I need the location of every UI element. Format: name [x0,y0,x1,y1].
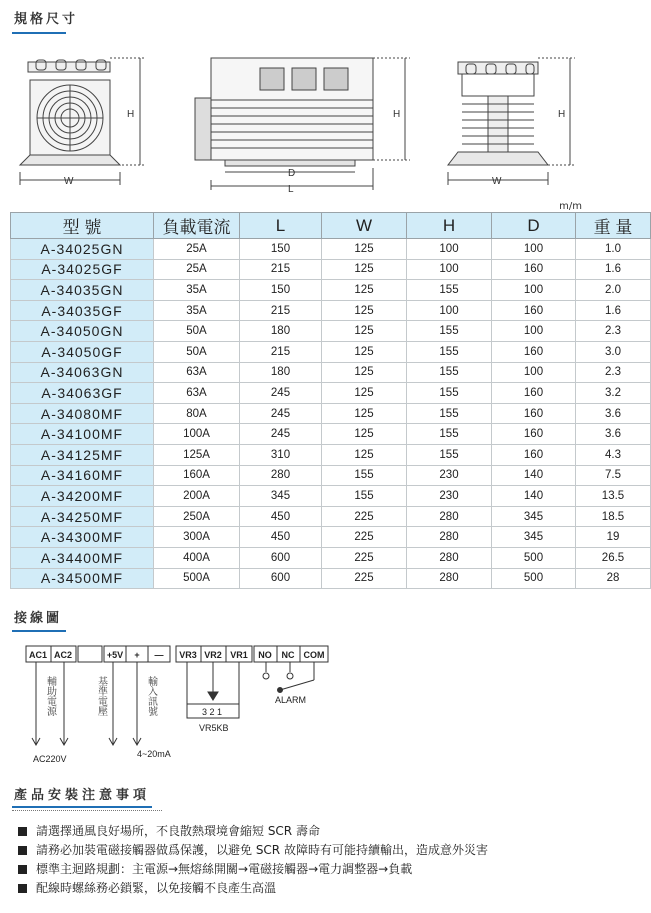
front-height-label: H [127,109,135,120]
terminal-vr2: VR2 [204,650,222,660]
table-cell: 125 [322,280,407,301]
table-cell: 125 [322,362,407,383]
table-cell: 100 [492,321,576,342]
table-cell: 280 [240,465,322,486]
ref-voltage-label: 基準電壓 [95,676,107,716]
table-header-row [11,213,651,239]
table-cell: 125 [322,341,407,362]
model-cell: A-34035GF [11,300,154,321]
table-cell: 2.0 [576,280,651,301]
table-cell: 160 [492,259,576,280]
table-cell: 280 [407,547,492,568]
table-cell: 155 [407,403,492,424]
table-cell: 180 [240,321,322,342]
terminal-com: COM [303,650,325,660]
table-row [11,383,651,404]
list-item [18,822,488,841]
pot-model-label: VR5KB [199,723,229,733]
table-cell: 63A [154,383,240,404]
model-cell: A-34300MF [11,527,154,548]
table-cell: 100 [492,239,576,260]
table-cell: 310 [240,444,322,465]
side-length-label: L [288,184,294,195]
table-cell: 345 [492,527,576,548]
table-cell: 500 [492,547,576,568]
dimensions-title-underline [12,32,66,34]
terminal-vr3: VR3 [179,650,197,660]
table-cell: 450 [240,506,322,527]
table-row [11,444,651,465]
notes-title-underline [12,806,152,808]
model-cell: A-34160MF [11,465,154,486]
table-cell: 155 [322,486,407,507]
table-cell: 26.5 [576,547,651,568]
model-cell: A-34250MF [11,506,154,527]
model-cell: A-34125MF [11,444,154,465]
square-bullet-icon [18,865,27,874]
installation-notes [18,822,488,898]
table-cell: 150 [240,280,322,301]
table-cell: 50A [154,321,240,342]
header-model: 型 號 [11,213,154,239]
table-cell: 3.0 [576,341,651,362]
square-bullet-icon [18,884,27,893]
table-cell: 215 [240,300,322,321]
model-cell: A-34035GN [11,280,154,301]
table-cell: 50A [154,341,240,362]
table-cell: 100A [154,424,240,445]
table-row [11,362,651,383]
model-cell: A-34400MF [11,547,154,568]
terminal-plus5v: +5V [106,650,124,660]
side-view-drawing [195,58,410,190]
end-width-label: W [492,176,502,187]
terminal-ac2: AC2 [53,650,73,660]
table-cell: 160 [492,444,576,465]
list-item [18,860,488,879]
table-cell: 600 [240,547,322,568]
table-cell: 245 [240,383,322,404]
table-cell: 180 [240,362,322,383]
list-item [18,879,488,898]
table-cell: 155 [407,341,492,362]
terminal-ac1: AC1 [28,650,48,660]
ac220v-label: AC220V [33,754,67,764]
table-cell: 155 [407,383,492,404]
table-cell: 125 [322,403,407,424]
list-item [18,841,488,860]
model-cell: A-34050GF [11,341,154,362]
table-cell: 500A [154,568,240,589]
table-cell: 100 [492,280,576,301]
header-w: W [322,213,407,239]
table-row [11,341,651,362]
table-cell: 500 [492,568,576,589]
square-bullet-icon [18,827,27,836]
header-weight: 重 量 [576,213,651,239]
table-cell: 280 [407,568,492,589]
square-bullet-icon [18,846,27,855]
model-cell: A-34080MF [11,403,154,424]
terminal-minus: — [154,650,164,660]
table-cell: 230 [407,486,492,507]
table-cell: 230 [407,465,492,486]
wiring-diagram [0,640,610,770]
table-cell: 160A [154,465,240,486]
table-cell: 225 [322,568,407,589]
table-cell: 450 [240,527,322,548]
table-row [11,239,651,260]
table-cell: 300A [154,527,240,548]
note-text: 請選擇通風良好場所，不良散熱環境會縮短 SCR 壽命 [36,824,320,838]
table-cell: 125 [322,383,407,404]
table-cell: 3.6 [576,424,651,445]
table-cell: 600 [240,568,322,589]
table-row [11,568,651,589]
table-cell: 1.6 [576,300,651,321]
wiring-title: 接線圖 [14,611,63,626]
table-cell: 80A [154,403,240,424]
table-row [11,465,651,486]
table-cell: 3.6 [576,403,651,424]
header-l: L [240,213,322,239]
table-cell: 100 [407,259,492,280]
table-cell: 160 [492,383,576,404]
note-text: 配線時螺絲務必鎖緊，以免接觸不良產生高溫 [36,881,277,895]
table-cell: 225 [322,506,407,527]
table-cell: 63A [154,362,240,383]
table-cell: 2.3 [576,321,651,342]
front-width-label: W [64,176,74,187]
model-cell: A-34063GN [11,362,154,383]
table-cell: 160 [492,341,576,362]
table-row [11,547,651,568]
table-cell: 3.2 [576,383,651,404]
end-height-label: H [558,109,566,120]
aux-power-label: 輔助電源 [44,676,56,716]
table-cell: 250A [154,506,240,527]
table-cell: 155 [407,280,492,301]
table-cell: 125 [322,321,407,342]
table-cell: 25A [154,239,240,260]
table-cell: 160 [492,300,576,321]
table-cell: 155 [407,444,492,465]
header-d: D [492,213,576,239]
table-cell: 100 [492,362,576,383]
table-cell: 215 [240,259,322,280]
table-cell: 4.3 [576,444,651,465]
input-signal-label: 輸入訊號 [145,676,157,716]
table-cell: 155 [407,362,492,383]
model-cell: A-34100MF [11,424,154,445]
table-cell: 100 [407,300,492,321]
table-cell: 280 [407,506,492,527]
table-cell: 7.5 [576,465,651,486]
table-cell: 1.0 [576,239,651,260]
table-cell: 225 [322,547,407,568]
table-row [11,527,651,548]
table-row [11,321,651,342]
table-cell: 155 [322,465,407,486]
table-cell: 140 [492,465,576,486]
table-row [11,403,651,424]
model-cell: A-34500MF [11,568,154,589]
terminal-vr1: VR1 [230,650,248,660]
table-cell: 225 [322,527,407,548]
dimensions-title: 規格尺寸 [14,12,79,27]
note-text: 請務必加裝電磁接觸器做爲保護，以避免 SCR 故障時有可能持續輸出，造成意外災害 [36,843,488,857]
wiring-title-underline [12,630,66,632]
model-cell: A-34025GF [11,259,154,280]
table-cell: 1.6 [576,259,651,280]
table-cell: 345 [240,486,322,507]
table-cell: 13.5 [576,486,651,507]
header-load-current: 負載電流 [154,213,240,239]
table-cell: 18.5 [576,506,651,527]
table-cell: 125 [322,300,407,321]
pot-pins-label: 3 2 1 [202,707,223,717]
header-h: H [407,213,492,239]
table-cell: 280 [407,527,492,548]
notes-title-dots [12,810,162,811]
note-text: 標準主迴路規劃：主電源→無熔絲開關→電磁接觸器→電力調整器→負載 [36,862,413,876]
table-row [11,486,651,507]
table-cell: 25A [154,259,240,280]
table-cell: 35A [154,300,240,321]
table-row [11,506,651,527]
table-cell: 245 [240,403,322,424]
model-cell: A-34063GF [11,383,154,404]
table-cell: 160 [492,403,576,424]
table-row [11,259,651,280]
terminal-plus: + [134,650,140,660]
side-depth-label: D [288,168,296,179]
table-cell: 150 [240,239,322,260]
table-cell: 245 [240,424,322,445]
unit-label: m/m [559,201,582,212]
table-cell: 100 [407,239,492,260]
terminal-nc: NC [281,650,295,660]
front-view-drawing [20,58,145,185]
terminal-no: NO [258,650,272,660]
current-range-label: 4~20mA [137,749,171,759]
table-cell: 155 [407,424,492,445]
table-cell: 19 [576,527,651,548]
table-cell: 160 [492,424,576,445]
table-cell: 140 [492,486,576,507]
table-cell: 125 [322,259,407,280]
end-view-drawing [448,58,575,185]
table-cell: 2.3 [576,362,651,383]
model-cell: A-34200MF [11,486,154,507]
model-cell: A-34025GN [11,239,154,260]
dimension-drawings [0,50,610,200]
table-cell: 400A [154,547,240,568]
alarm-label: ALARM [275,695,307,705]
table-cell: 155 [407,321,492,342]
table-row [11,280,651,301]
table-cell: 125 [322,239,407,260]
side-height-label: H [393,109,401,120]
table-cell: 200A [154,486,240,507]
table-cell: 125A [154,444,240,465]
notes-title: 產品安裝注意事項 [14,788,151,803]
model-cell: A-34050GN [11,321,154,342]
table-row [11,424,651,445]
table-cell: 125 [322,424,407,445]
table-cell: 125 [322,444,407,465]
table-cell: 215 [240,341,322,362]
table-row [11,300,651,321]
table-cell: 345 [492,506,576,527]
table-cell: 35A [154,280,240,301]
spec-table [10,212,651,589]
table-cell: 28 [576,568,651,589]
